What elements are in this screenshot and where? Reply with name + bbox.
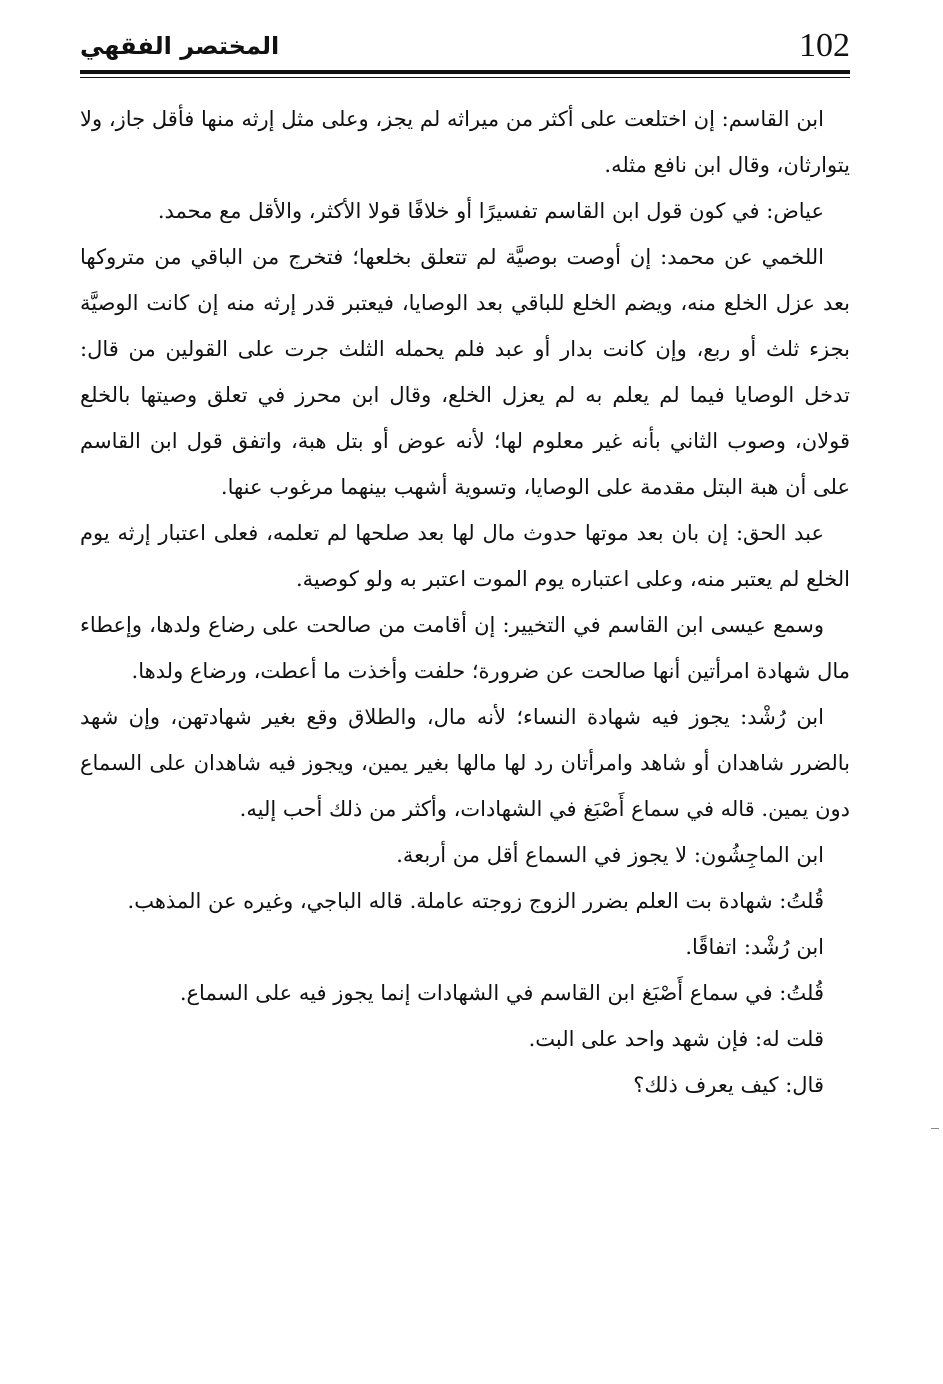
paragraph-11: قلت له: فإن شهد واحد على البت. — [528, 1027, 824, 1051]
page-number: 102 — [799, 27, 850, 64]
paragraph-1: ابن القاسم: إن اختلعت على أكثر من ميراثه لم يجز، وعلى مثل إرثه منها فأقل جاز، ولا يتوارثان، وقال ابن نافع مثله. — [80, 107, 850, 177]
paragraph-12: قال: كيف يعرف ذلك؟ — [633, 1073, 824, 1097]
paragraph-2: عياض: في كون قول ابن القاسم تفسيرًا أو خلافًا قولا الأكثر، والأقل مع محمد. — [157, 199, 824, 223]
paragraph-3: اللخمي عن محمد: إن أوصت بوصيَّة لم تتعلق بخلعها؛ فتخرج من الباقي من متروكها بعد عزل الخلع منه، ويضم الخلع للباقي بعد الوصايا، فيعتبر قدر إرثه منه إن كانت الوصيَّة بجزء ثلث أو ربع، وإن كانت بدار أو عبد فلم يحمله الثلث جرت على القولين من قال: تدخل الوصايا فيما لم يعلم به لم يعزل الخلع، وقال ابن محرز في تعلق وصيتها بالخلع قولان، وصوب الثاني بأنه غير معلوم لها؛ لأنه عوض أو بتل هبة، واتفق قول ابن القاسم على أن هبة البتل مقدمة على الوصايا، وتسوية أشهب بينهما مرغوب عنها. — [80, 245, 850, 499]
paragraph-8: قُلتُ: شهادة بت العلم بضرر الزوج زوجته عاملة. قاله الباجي، وغيره عن المذهب. — [127, 889, 824, 913]
margin-mark — [931, 1128, 939, 1129]
header-rule-thick — [80, 70, 850, 74]
paragraph-6: ابن رُشْد: يجوز فيه شهادة النساء؛ لأنه مال، والطلاق وقع بغير شهادتهن، وإن شهد بالضرر شاهدان أو شاهد وامرأتان رد لها مالها بغير يمين، ويجوز فيه شاهدان على السماع دون يمين. قاله في سماع أَصْبَغ في الشهادات، وأكثر من ذلك أحب إليه. — [80, 705, 850, 821]
page-header — [80, 22, 850, 70]
paragraph-10: قُلتُ: في سماع أَصْبَغ ابن القاسم في الشهادات إنما يجوز فيه على السماع. — [179, 981, 824, 1005]
paragraph-9: ابن رُشْد: اتفاقًا. — [685, 935, 824, 959]
paragraph-4: عبد الحق: إن بان بعد موتها حدوث مال لها بعد صلحها لم تعلمه، فعلى اعتبار إرثه يوم الخلع لم يعتبر منه، وعلى اعتباره يوم الموت اعتبر به ولو كوصية. — [80, 521, 850, 591]
paragraph-7: ابن الماجِشُون: لا يجوز في السماع أقل من أربعة. — [396, 843, 824, 867]
body-text — [80, 96, 850, 1108]
running-title: المختصر الفقهي — [80, 32, 280, 60]
paragraph-5: وسمع عيسى ابن القاسم في التخيير: إن أقامت من صالحت على رضاع ولدها، وإعطاء مال شهادة امرأتين أنها صالحت عن ضرورة؛ حلفت وأخذت ما أعطت، ورضاع ولدها. — [80, 613, 850, 683]
header-rule-thin — [80, 77, 850, 78]
